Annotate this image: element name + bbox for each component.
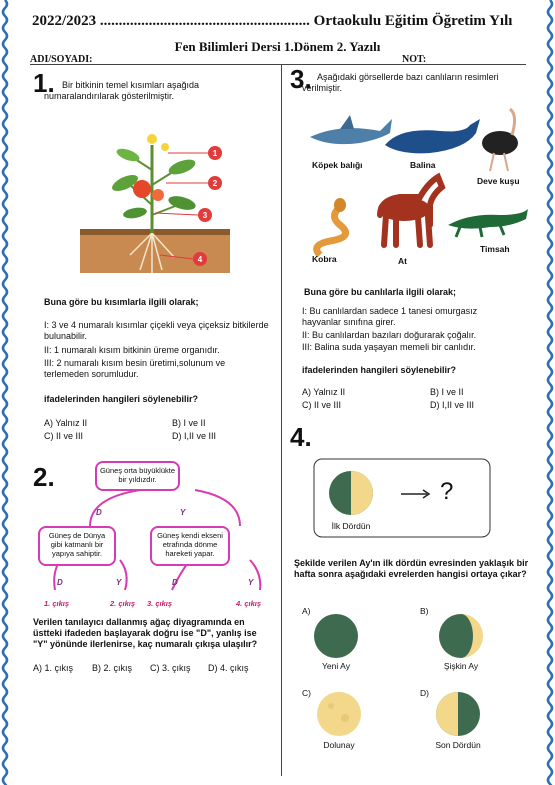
q1-option-a[interactable]: A) Yalnız II (44, 418, 88, 428)
animal-label-ostrich: Deve kuşu (477, 176, 520, 186)
exit-3: 3. çıkış (147, 599, 173, 608)
q4-number: 4. (290, 422, 312, 452)
moon-full[interactable] (315, 690, 367, 742)
q1-option-d[interactable]: D) I,II ve III (172, 431, 217, 441)
q2-option-c[interactable]: C) 3. çıkış (150, 663, 191, 673)
exit-1: 1. çıkış (44, 599, 70, 608)
q1-statement-1: I: 3 ve 4 numaralı kısımlar çiçekli veya çiçeksiz bitkilerde bulunabilir. (44, 320, 269, 341)
plant-label-1: 1 (212, 149, 218, 158)
q3-option-c[interactable]: C) II ve III (302, 400, 342, 410)
q1-number: 1. (33, 68, 55, 98)
given-phase-label: İlk Dördün (331, 521, 371, 531)
header-divider (30, 64, 526, 65)
q4-option-c-label[interactable]: Dolunay (323, 740, 355, 750)
tree-left-box: Güneş de Dünya gibi katmanlı bir yapıya sahiptir. (38, 526, 116, 566)
tree-root-box: Güneş orta büyüklükte bir yıldızdır. (95, 461, 180, 491)
q4-option-c-letter: C) (302, 688, 311, 698)
plant-illustration (70, 125, 260, 275)
q1-stem: Buna göre bu kısımlarla ilgili olarak; (44, 297, 199, 307)
exit-4: 4. çıkış (236, 599, 262, 608)
path-d-1: D (96, 508, 102, 517)
q4-option-b-label[interactable]: Şişkin Ay (443, 661, 479, 671)
q3-statement-2: II: Bu canlılardan bazıları doğurarak çoğalır. (302, 330, 477, 340)
tree-right-box: Güneş kendi ekseni etrafında dönme hareketi yapar. (150, 526, 230, 566)
moon-gibbous[interactable] (437, 612, 489, 664)
animal-label-horse: At (398, 256, 407, 266)
q4-option-b-letter: B) (420, 606, 429, 616)
moon-last-quarter[interactable] (434, 690, 486, 742)
q4-option-d-letter: D) (420, 688, 429, 698)
exam-title: 2022/2023 ........................................................ Ortaokulu Eğitim Öğretim Yılı (32, 13, 513, 29)
exam-subtitle: Fen Bilimleri Dersi 1.Dönem 2. Yazılı (174, 39, 381, 54)
animal-label-cobra: Kobra (312, 254, 337, 264)
right-wave-border (545, 0, 555, 785)
q3-question: ifadelerinden hangileri söylenebilir? (302, 365, 457, 375)
grade-label: NOT: (402, 54, 427, 65)
q4-option-a-letter: A) (302, 606, 311, 616)
left-wave-border (0, 0, 10, 785)
plant-label-3: 3 (202, 211, 208, 220)
q2-number: 2. (33, 462, 55, 492)
animal-label-crocodile: Timsah (480, 244, 510, 254)
path-y-1: Y (180, 508, 186, 517)
animal-label-shark: Köpek balığı (312, 160, 363, 170)
q1-option-b[interactable]: B) I ve II (172, 418, 206, 428)
moon-new[interactable] (312, 612, 364, 664)
q3-number: 3. (290, 64, 312, 94)
path-y-3: Y (248, 578, 254, 587)
unknown-phase-mark: ? (440, 478, 454, 505)
q3-option-d[interactable]: D) I,II ve III (430, 400, 475, 410)
q4-option-d-label[interactable]: Son Dördün (435, 740, 481, 750)
q3-statement-3: III: Balina suda yaşayan memeli bir canlıdır. (302, 342, 476, 352)
q2-question: Verilen tanılayıcı dallanmış ağaç diyagramında en üstteki ifadeden başlayarak doğru ise "D", yanlış ise "Y" yönünde ilerlenirse, kaç numaralı çıkışa ulaşılır? (33, 617, 258, 649)
q1-statement-3: III: 2 numaralı kısım besin üretimi,solunum ve terlemeden sorumludur. (44, 358, 226, 379)
animal-label-whale: Balina (410, 160, 436, 170)
q1-question: ifadelerinden hangileri söylenebilir? (44, 394, 199, 404)
q4-option-a-label[interactable]: Yeni Ay (322, 661, 350, 671)
q2-option-d[interactable]: D) 4. çıkış (208, 663, 249, 673)
q3-stem: Buna göre bu canlılarla ilgili olarak; (304, 287, 457, 297)
path-d-3: D (172, 578, 178, 587)
q3-statement-1: I: Bu canlılardan sadece 1 tanesi omurgasız hayvanlar sınıfına girer. (302, 306, 478, 327)
name-label: ADI/SOYADI: (30, 54, 93, 65)
q2-option-a[interactable]: A) 1. çıkış (33, 663, 74, 673)
path-d-2: D (57, 578, 63, 587)
q3-option-b[interactable]: B) I ve II (430, 387, 464, 397)
path-y-2: Y (116, 578, 122, 587)
q1-statement-2: II: 1 numaralı kısım bitkinin üreme organıdır. (44, 345, 220, 355)
exit-2: 2. çıkış (110, 599, 136, 608)
plant-label-4: 4 (197, 255, 203, 264)
q1-intro: Bir bitkinin temel kısımları aşağıda numaralandırılarak gösterilmiştir. (44, 80, 200, 101)
q4-question: Şekilde verilen Ay'ın ilk dördün evresinden yaklaşık bir hafta sonra aşağıdaki evrelerden hangisi ortaya çıkar? (294, 558, 529, 579)
q2-option-b[interactable]: B) 2. çıkış (92, 663, 133, 673)
plant-label-2: 2 (212, 179, 218, 188)
q3-option-a[interactable]: A) Yalnız II (302, 387, 346, 397)
q1-option-c[interactable]: C) II ve III (44, 431, 84, 441)
column-divider (281, 64, 282, 776)
q3-intro: Aşağıdaki görsellerde bazı canlıların resimleri verilmiştir. (302, 72, 499, 93)
